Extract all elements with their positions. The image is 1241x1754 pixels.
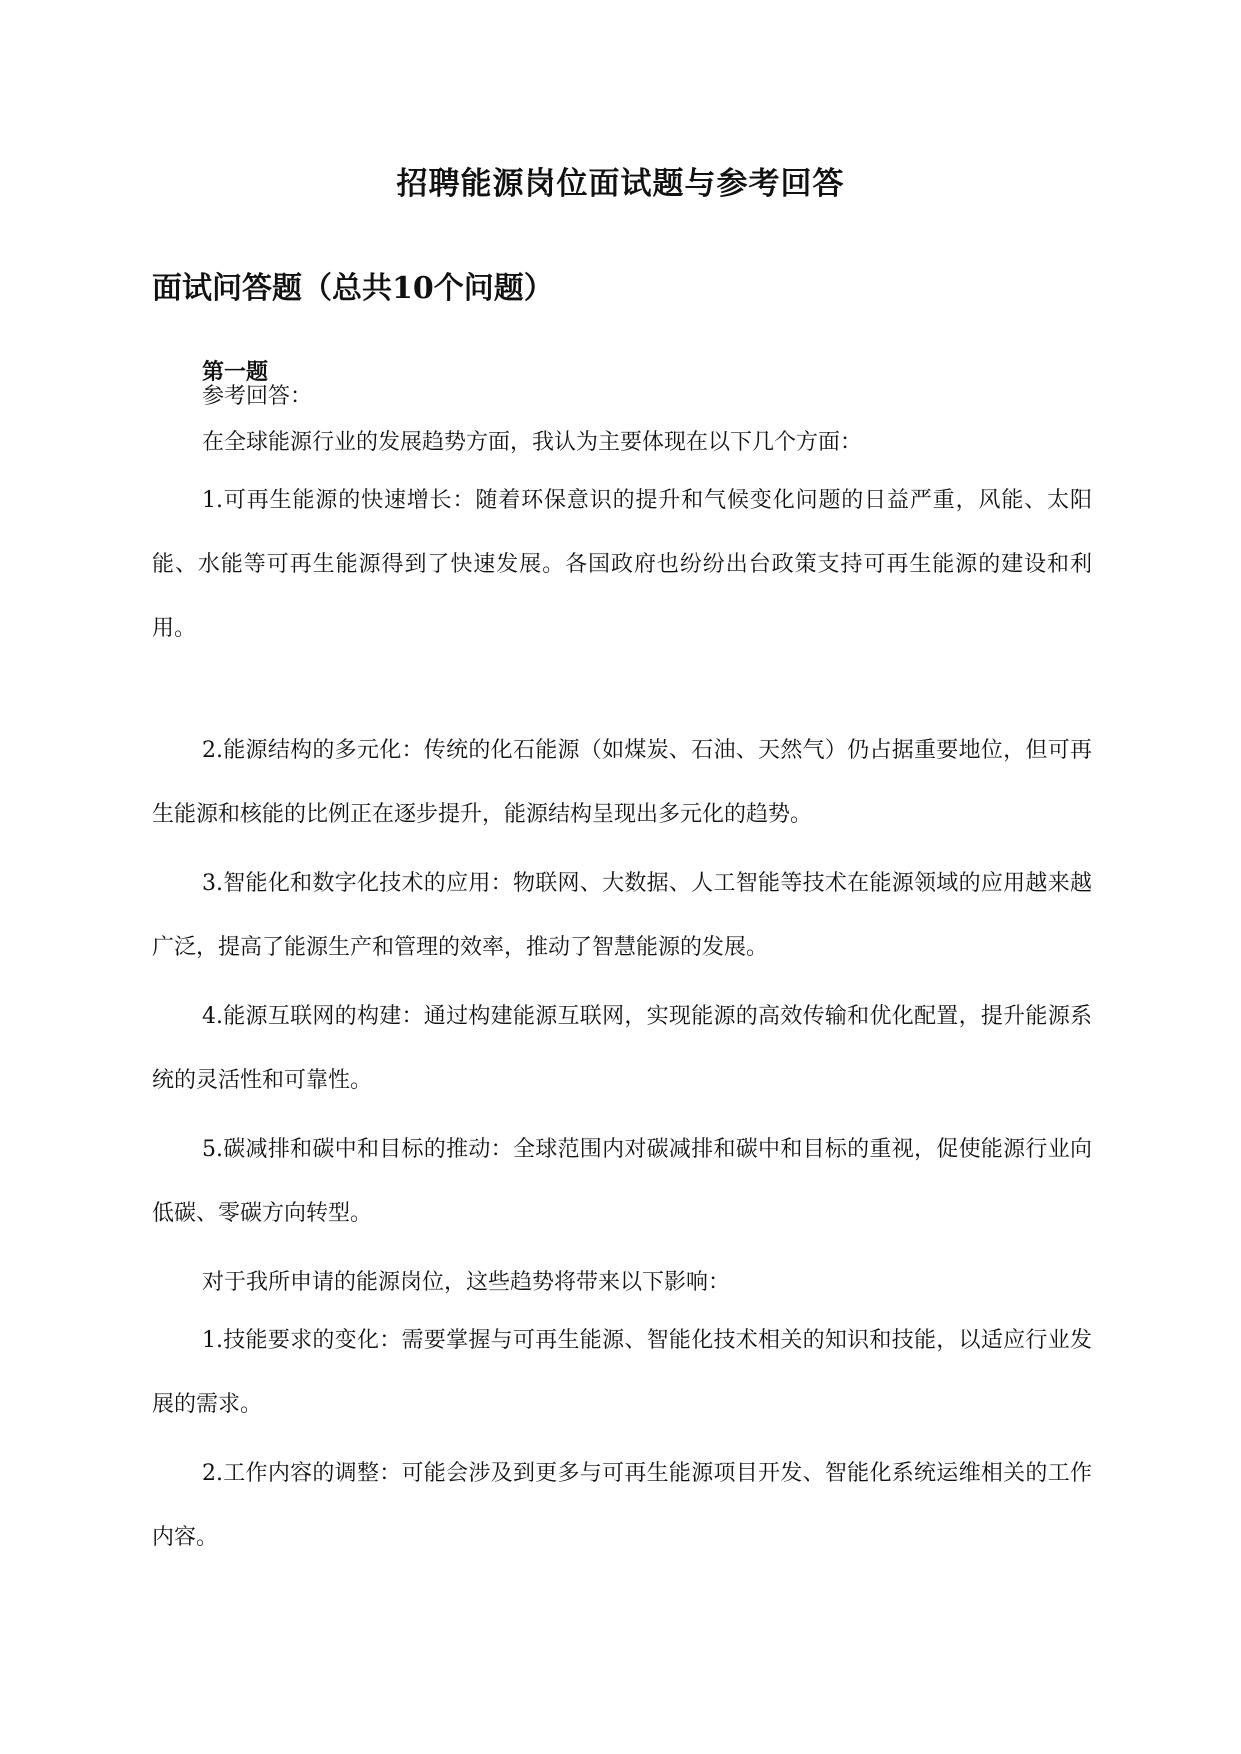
paragraph-impact-intro: 对于我所申请的能源岗位，这些趋势将带来以下影响：: [202, 1270, 731, 1295]
paragraph-impact-1: 1.技能要求的变化：需要掌握与可再生能源、智能化技术相关的知识和技能，以适应行业发展的需求。: [152, 1328, 1092, 1417]
paragraph-trend-5: 5.碳减排和碳中和目标的推动：全球范围内对碳减排和碳中和目标的重视，促使能源行业向低碳、零碳方向转型。: [152, 1137, 1092, 1226]
question-label: 第一题: [202, 359, 269, 385]
document-title: 招聘能源岗位面试题与参考回答: [396, 166, 845, 202]
section-heading: 面试问答题（总共10个问题）: [152, 271, 554, 306]
paragraph-trend-1: 1.可再生能源的快速增长：随着环保意识的提升和气候变化问题的日益严重，风能、太阳能、水能等可再生能源得到了快速发展。各国政府也纷纷出台政策支持可再生能源的建设和利用。: [152, 488, 1092, 641]
paragraph-trend-3: 3.智能化和数字化技术的应用：物联网、大数据、人工智能等技术在能源领域的应用越来越广泛，提高了能源生产和管理的效率，推动了智慧能源的发展。: [152, 871, 1092, 960]
paragraph-intro: 在全球能源行业的发展趋势方面，我认为主要体现在以下几个方面：: [202, 430, 863, 455]
paragraph-trend-2: 2.能源结构的多元化：传统的化石能源（如煤炭、石油、天然气）仍占据重要地位，但可再生能源和核能的比例正在逐步提升，能源结构呈现出多元化的趋势。: [152, 738, 1092, 827]
paragraph-impact-2: 2.工作内容的调整：可能会涉及到更多与可再生能源项目开发、智能化系统运维相关的工作内容。: [152, 1461, 1092, 1550]
paragraph-trend-4: 4.能源互联网的构建：通过构建能源互联网，实现能源的高效传输和优化配置，提升能源系统的灵活性和可靠性。: [152, 1004, 1092, 1093]
answer-label: 参考回答：: [202, 384, 313, 409]
